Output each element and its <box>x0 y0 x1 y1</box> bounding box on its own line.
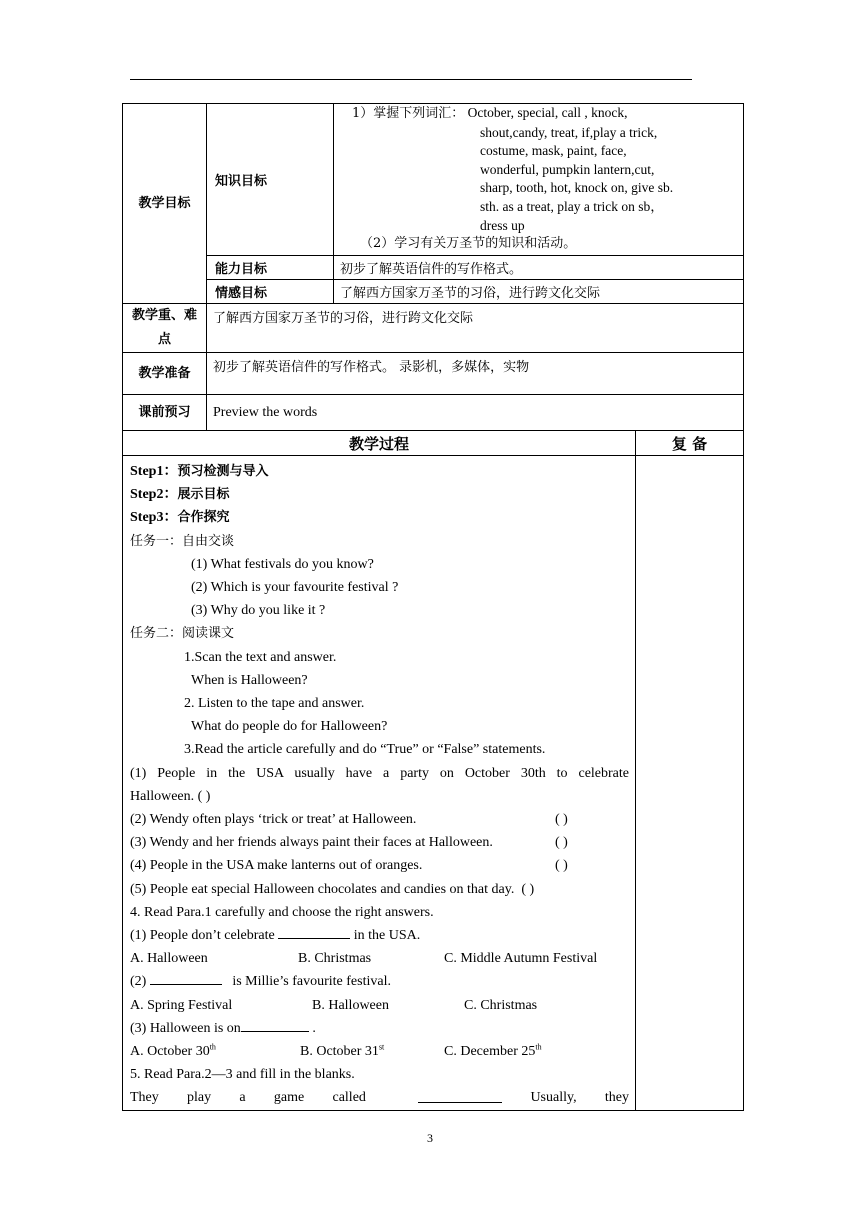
knowledge-vocab-line: dress up <box>480 217 525 233</box>
task-1-question: (2) Which is your favourite festival ? <box>191 580 399 596</box>
step-2-text: 展示目标 <box>177 487 230 503</box>
knowledge-vocab-line: shout,candy, treat, if,play a trick, <box>480 124 658 140</box>
tf-answer-blank: ( ) <box>555 835 568 851</box>
answer-blank <box>241 1031 309 1032</box>
mc-option <box>300 1040 444 1063</box>
mc-question-2-post: is Millie’s favourite festival. <box>232 974 391 990</box>
preview-label: 课前预习 <box>123 395 207 431</box>
tf-statement <box>130 831 629 854</box>
process-header: 教学过程 <box>123 431 636 456</box>
page-number: 3 <box>427 1131 433 1145</box>
fill-word: play <box>187 1090 212 1106</box>
read-instruction-5: 5. Read Para.2—3 and fill in the blanks. <box>130 1067 355 1083</box>
step-3-text: 合作探究 <box>177 510 230 526</box>
mc-option: A. Halloween <box>130 951 208 967</box>
step-1 <box>130 460 629 483</box>
knowledge-item-1 <box>334 104 743 124</box>
mc-option-text: C. December 25 <box>444 1044 536 1060</box>
fill-word: called <box>332 1090 366 1106</box>
mc-option-sup: th <box>535 1042 542 1052</box>
step-3-prefix: Step3： <box>130 510 178 526</box>
listen-instruction: 2. Listen to the tape and answer. <box>184 696 365 712</box>
read-instruction-4: 4. Read Para.1 carefully and choose the right answers. <box>130 904 434 920</box>
fill-word: They <box>130 1090 159 1106</box>
step-2-prefix: Step2： <box>130 487 178 503</box>
tf-answer-blank: ( ) <box>555 812 568 828</box>
step-1-text: 预习检测与导入 <box>177 464 269 479</box>
review-column <box>636 456 744 1111</box>
tf-statement-1: (1) People in the USA usually have a party on October 30th to celebrate <box>130 765 629 781</box>
mc-option: A. Spring Festival <box>130 997 233 1013</box>
mc-option: C. Christmas <box>464 997 538 1013</box>
knowledge-vocab-line: sharp, tooth, hot, knock on, give sb. <box>480 180 674 196</box>
mc-options-1 <box>130 947 629 970</box>
preview-text: Preview the words <box>207 395 744 431</box>
ability-text: 初步了解英语信件的写作格式。 <box>334 256 744 280</box>
answer-blank <box>150 984 222 985</box>
knowledge-vocab-line: costume, mask, paint, face, <box>480 143 627 159</box>
mc-options-2 <box>130 994 629 1017</box>
task-1-title: 任务一：自由交谈 <box>130 533 235 549</box>
fill-word: they <box>604 1090 629 1106</box>
preparation-label: 教学准备 <box>123 353 207 395</box>
listen-question: What do people do for Halloween? <box>191 719 388 735</box>
tf-statement-1-cont: Halloween. ( ) <box>130 788 211 804</box>
tf-statement <box>130 854 629 877</box>
tf-answer-blank: ( ) <box>555 858 568 874</box>
task-1-question: (1) What festivals do you know? <box>191 556 374 572</box>
process-content <box>123 456 636 1111</box>
objectives-label: 教学目标 <box>123 104 207 304</box>
mc-option-text: B. October 31 <box>300 1044 379 1060</box>
knowledge-label: 知识目标 <box>207 104 334 256</box>
knowledge-item-2: （2）学习有关万圣节的知识和活动。 <box>360 236 577 252</box>
task-1-question: (3) Why do you like it ? <box>191 603 326 619</box>
lesson-plan-table <box>122 103 744 1111</box>
answer-blank <box>278 938 350 939</box>
mc-options-3 <box>130 1040 629 1063</box>
step-2 <box>130 483 629 506</box>
fill-word: Usually, <box>530 1090 577 1106</box>
mc-option-sup: th <box>209 1042 216 1052</box>
mc-option: B. Christmas <box>298 951 372 967</box>
tf-question: (4) People in the USA make lanterns out of oranges. <box>130 858 423 874</box>
tf-question: (3) Wendy and her friends always paint their faces at Halloween. <box>130 835 493 851</box>
review-header: 复 备 <box>636 431 744 456</box>
key-points-label: 教学重、难点 <box>123 304 207 353</box>
tf-statement <box>130 878 629 901</box>
tf-question: (2) Wendy often plays ‘trick or treat’ at Halloween. <box>130 812 417 828</box>
scan-instruction: 1.Scan the text and answer. <box>184 649 337 665</box>
step-1-prefix: Step1： <box>130 464 178 479</box>
tf-statement <box>130 808 629 831</box>
mc-question-1-pre: (1) People don’t celebrate <box>130 928 275 944</box>
knowledge-vocab-line: sth. as a treat, play a trick on sb， <box>480 198 664 214</box>
scan-question: When is Halloween? <box>191 672 308 688</box>
mc-option: B. Halloween <box>312 997 389 1013</box>
tf-question: (5) People eat special Halloween chocolates and candies on that day. <box>130 881 515 897</box>
mc-question-3-pre: (3) Halloween is on <box>130 1020 241 1036</box>
mc-question-2-pre: (2) <box>130 974 147 990</box>
step-3 <box>130 506 629 529</box>
knowledge-vocab-line: October, special, call , knock, <box>467 105 628 120</box>
mc-option <box>444 1040 542 1063</box>
read-instruction-3: 3.Read the article carefully and do “True” or “False” statements. <box>184 742 546 758</box>
knowledge-content <box>334 104 744 256</box>
emotion-label: 情感目标 <box>207 280 334 304</box>
key-points-text: 了解西方国家万圣节的习俗，进行跨文化交际 <box>207 304 744 353</box>
fill-word: a <box>239 1090 246 1106</box>
answer-blank <box>418 1086 502 1103</box>
knowledge-vocab-line: wonderful, pumpkin lantern,cut, <box>480 161 655 177</box>
knowledge-item-1-prefix: 1）掌握下列词汇： <box>352 106 465 121</box>
mc-option: C. Middle Autumn Festival <box>444 951 598 967</box>
header-rule <box>130 79 692 80</box>
ability-label: 能力目标 <box>207 256 334 280</box>
preparation-text: 初步了解英语信件的写作格式。 录影机，多媒体，实物 <box>207 353 744 395</box>
mc-option-sup: st <box>378 1042 385 1052</box>
mc-option <box>130 1040 300 1063</box>
mc-question-3 <box>130 1017 629 1040</box>
mc-question-1-post: in the USA. <box>353 928 421 944</box>
mc-question-2 <box>130 970 629 993</box>
emotion-text: 了解西方国家万圣节的习俗，进行跨文化交际 <box>334 280 744 304</box>
mc-question-1 <box>130 924 629 947</box>
fill-word: game <box>273 1090 305 1106</box>
mc-option-text: A. October 30 <box>130 1044 210 1060</box>
tf-answer-blank: ( ) <box>521 881 535 897</box>
mc-question-3-post: . <box>312 1020 316 1036</box>
task-2-title: 任务二：阅读课文 <box>130 626 235 642</box>
fill-in-line <box>130 1086 629 1109</box>
